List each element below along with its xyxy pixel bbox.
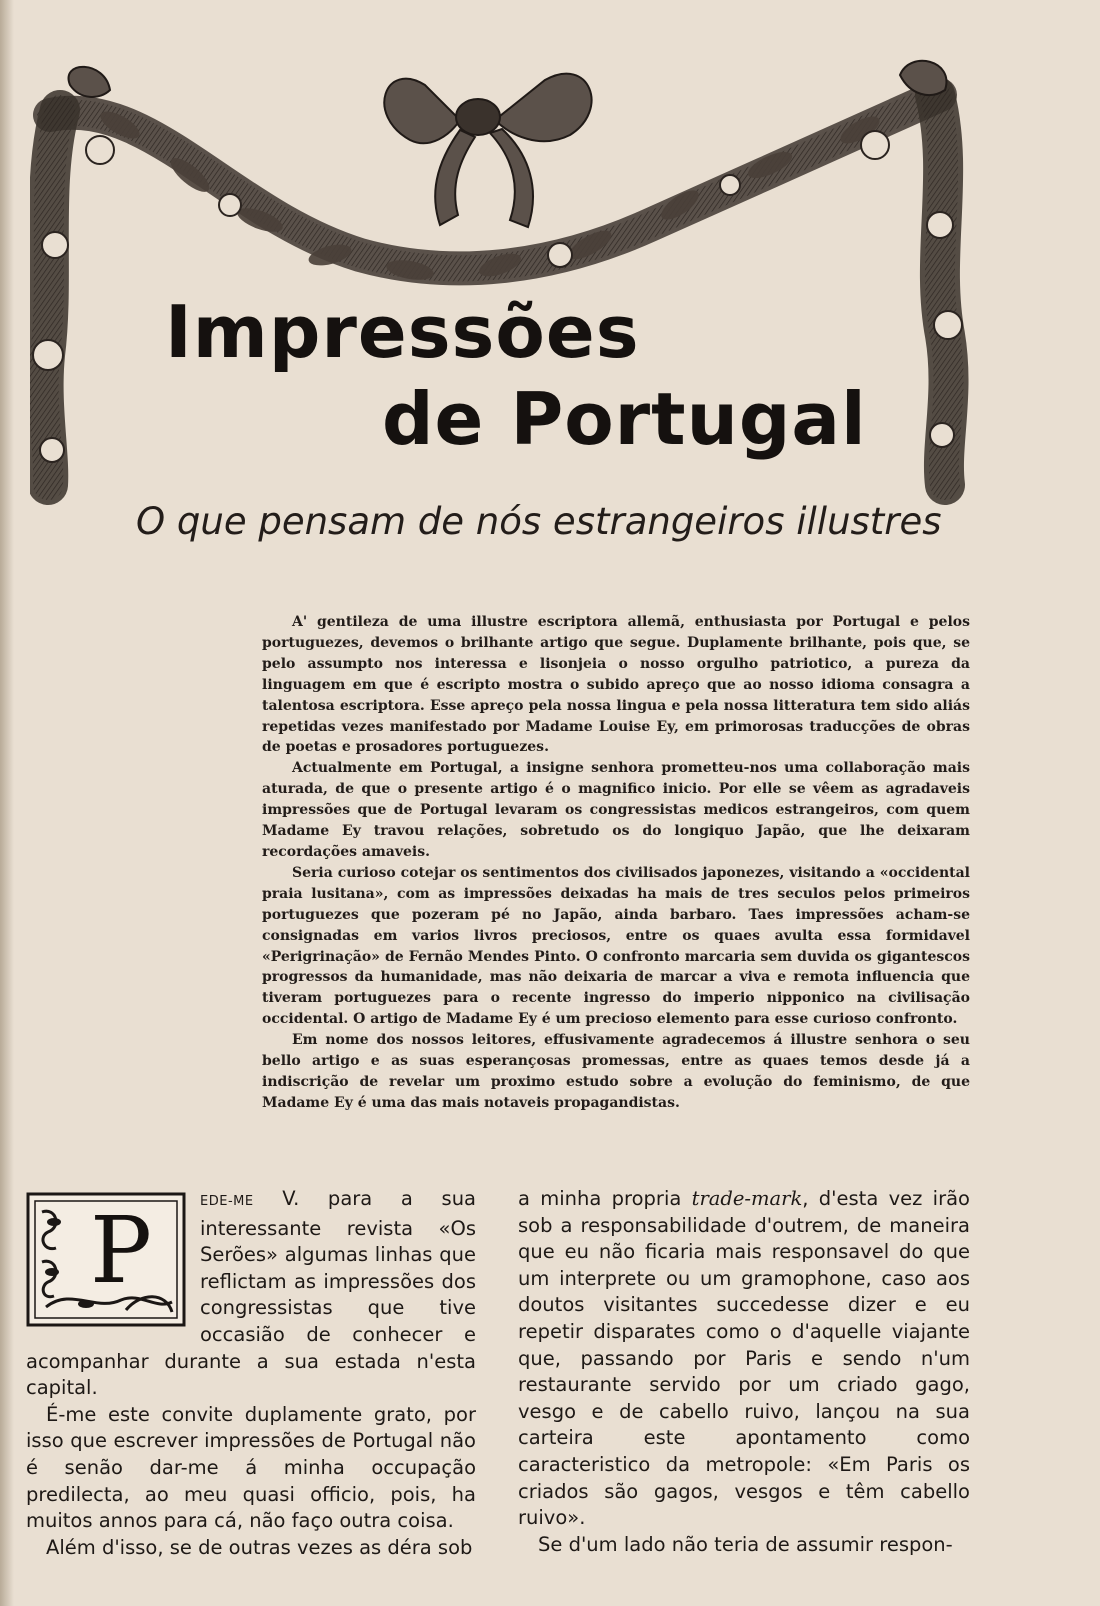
dropcap-letter: P: [90, 1197, 152, 1304]
body-paragraph: Se d'um lado não teria de assumir respon-: [538, 1532, 953, 1556]
italic-term: trade-mark: [691, 1187, 803, 1210]
body-paragraph: É-me este convite duplamente grato, por isso que escrever impressões de Portugal não é senão dar-me á minha occupação predilecta, ao meu quasi officio, pois, ha muitos annos para cá, não faço outra coisa.: [26, 1402, 476, 1533]
body-column-right: [518, 1186, 970, 1558]
body-text: a minha propria: [518, 1187, 692, 1210]
subtitle: O que pensam de nós estrangeiros illustres: [136, 500, 942, 543]
dropcap-p-ornament: [26, 1192, 186, 1327]
title-line-1: Impressões: [165, 290, 640, 374]
body-text: , d'esta vez irão sob a responsabilidade d'outrem, de maneira que eu não ficaria mais responsavel do que um interprete ou um gramophone, caso aos doutos visitantes succedesse dizer e eu repetir disparates como o d'aquelle viajante que, passando por Paris e sendo n'um restaurante servido por um criado gago, vesgo e de cabello ruivo, lançou na sua carteira este apontamento como caracteristico da metropole: «Em Paris os criados são gagos, vesgos e têm cabello ruivo».: [518, 1187, 970, 1530]
body-paragraph: Além d'isso, se de outras vezes as déra sob: [46, 1535, 473, 1559]
body-paragraph: [518, 1186, 970, 1532]
opening-text: V. para a sua interessante revista «Os Serões» algumas linhas que reflictam as impressões dos congressistas que tive occasião de conhecer e acompanhar durante a sua estada n'esta capital.: [26, 1187, 476, 1400]
title-line-2: de Portugal: [382, 377, 867, 461]
opening-smallcaps: EDE-ME: [200, 1194, 254, 1209]
intro-paragraph: Actualmente em Portugal, a insigne senhora prometteu-nos uma collaboração mais aturada, de que o presente artigo é o magnifico inicio. Por elle se vêem as agradaveis impressões que de Portugal levaram os congressistas medicos estrangeiros, com quem Madame Ey travou relações, sobretudo os do longiquo Japão, que lhe deixaram recordações amaveis.: [262, 760, 970, 860]
intro-paragraph: A' gentileza de uma illustre escriptora allemã, enthusiasta por Portugal e pelos portuguezes, devemos o brilhante artigo que segue. Duplamente brilhante, pois que, se pelo assumpto nos interessa e lisonjeia o nosso orgulho patriotico, a pureza da linguagem em que é escripto mostra o subido apreço que ao nosso idioma consagra a talentosa escriptora. Esse apreço pela nossa lingua e pela nossa litteratura tem sido aliás repetidas vezes manifestado por Madame Louise Ey, em primorosas traducções de obras de poetas e prosadores portuguezes.: [262, 614, 970, 756]
editorial-intro: [262, 612, 970, 1114]
intro-paragraph: Seria curioso cotejar os sentimentos dos civilisados japonezes, visitando a «occidental praia lusitana», com as impressões deixadas ha mais de tres seculos pelos primeiros portuguezes que pozeram pé no Japão, ainda barbaro. Taes impressões acham-se consignadas em varios livros preciosos, entre os quaes avulta essa formidavel «Perigrinação» de Fernão Mendes Pinto. O confronto marcaria sem duvida os gigantescos progressos da humanidade, mas não deixaria de marcar a viva e remota influencia que tiveram portuguezes para o recente ingresso do imperio nipponico na civilisação occidental. O artigo de Madame Ey é um precioso elemento para esse curioso confronto.: [262, 864, 970, 1028]
page-edge: [0, 0, 14, 1606]
intro-paragraph: Em nome dos nossos leitores, effusivamente agradecemos á illustre senhora o seu bello artigo e as suas esperançosas promessas, entre as quaes temos desde já a indiscrição de revelar um proximo estudo sobre a evolução do feminismo, de que Madame Ey é uma das mais notaveis propagandistas.: [262, 1032, 970, 1111]
body-column-left: [26, 1186, 476, 1561]
